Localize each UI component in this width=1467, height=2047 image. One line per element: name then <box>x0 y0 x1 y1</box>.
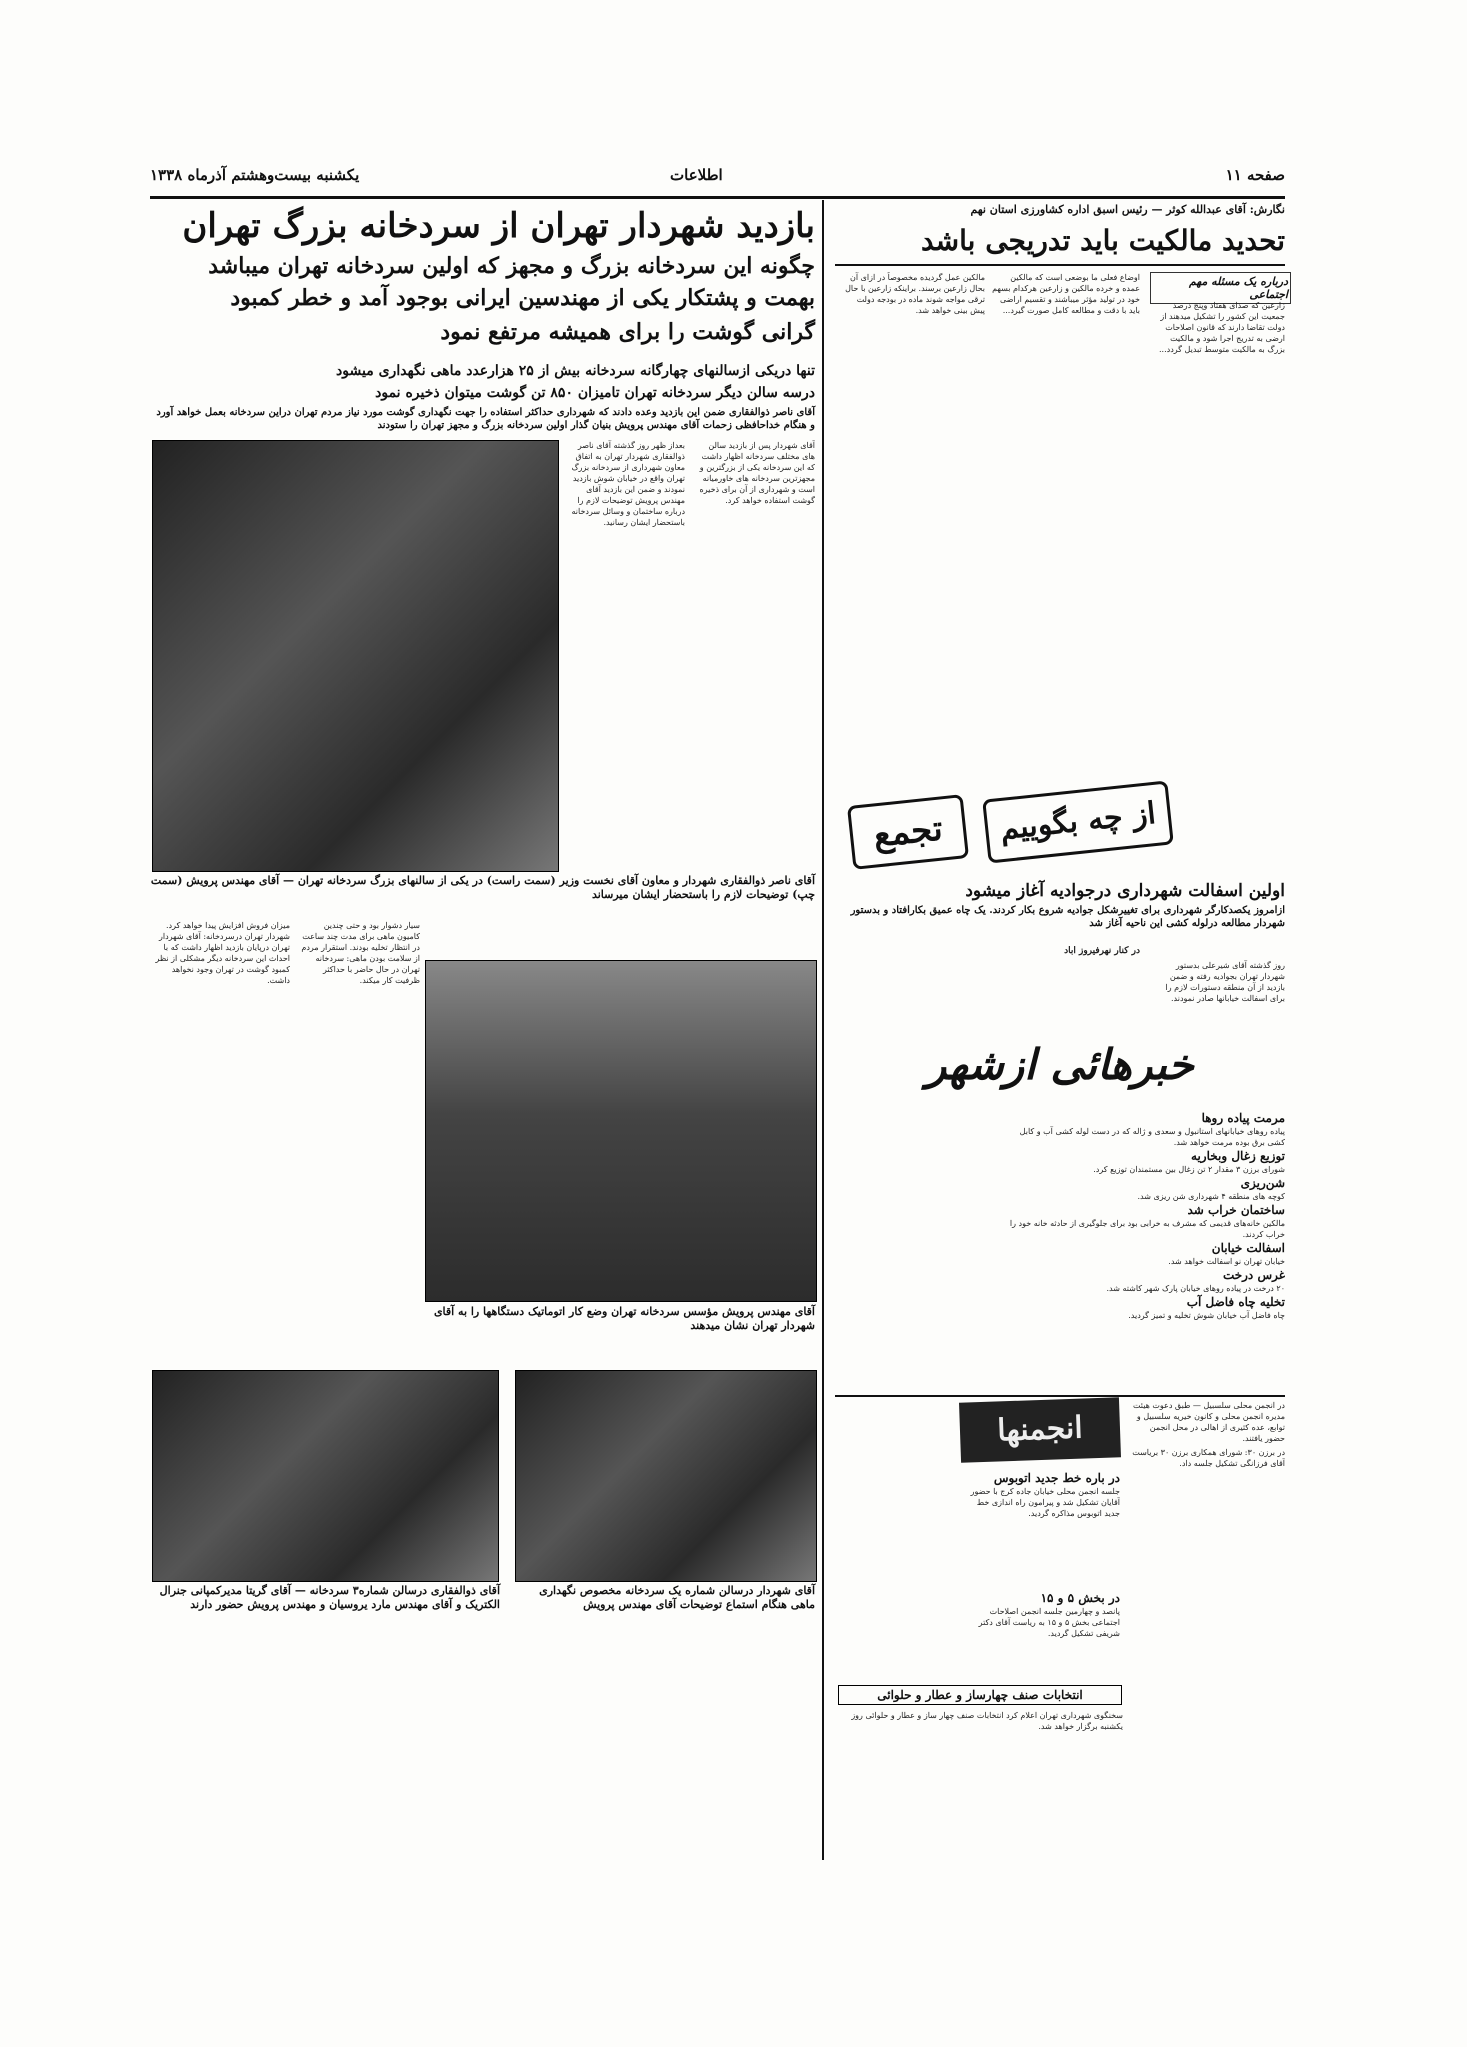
news-body: کوچه های منطقه ۴ شهرداری شن ریزی شد. <box>1137 1192 1285 1201</box>
bus-section <box>970 1470 1120 1519</box>
bus-body: جلسه انجمن محلی خیابان جاده کرج با حضور آقایان تشکیل شد و پیرامون راه اندازی خط جدید اتوبوس مذاکره گردید. <box>970 1487 1120 1518</box>
main-headline-4: گرانی گوشت را برای همیشه مرتفع نمود <box>440 319 815 345</box>
main-body-col-a <box>565 440 685 870</box>
middle-body-col-b <box>150 920 290 1350</box>
main-body-text: بعداز ظهر روز گذشته آقای ناصر ذوالفقاری شهردار تهران به اتفاق معاون شهرداری از سردخانه بزرگ تهران واقع در خیابان شوش بازدید نمودند و ضمن این بازدید آقای مهندس پرویش توضیحات لازم را درباره ساختمان و وسائل سردخانه باستحضار ایشان رسانید. <box>571 441 685 527</box>
district-section <box>970 1590 1120 1639</box>
main-lede: آقای ناصر ذوالفقاری ضمن این بازدید وعده دادند که شهرداری حداکثر استفاده را جهت نگهداری گوشت مورد نیاز مردم تهران دراین سردخانه بعمل خواهد آورد و هنگام خداحافظی زحمات آقای مهندس پرویش بنیان گذار اولین سردخانه بزرگ و مجهز تهران را ستودند <box>156 407 815 431</box>
stamp-logo-right: تجمع <box>847 794 969 870</box>
main-headline-3: بهمت و پشتکار یکی از مهندسین ایرانی بوجود آمد و خطر کمبود <box>230 285 815 311</box>
article-title: تحدید مالکیت باید تدریجی باشد <box>920 224 1285 257</box>
article-body-text: اوضاع فعلی ما بوضعی است که مالکین عمده و خرده مالکین و زارعین هرکدام بسهم خود در تولید مؤثر میباشند و تقسیم اراضی باید با دقت و مطالعه کامل صورت گیرد... <box>992 273 1140 315</box>
page-number: صفحه ۱۱ <box>1225 166 1285 184</box>
photo1-caption: آقای ناصر ذوالفقاری شهردار و معاون آقای نخست وزیر (سمت راست) در یکی از سالنهای بزرگ سردخانه تهران — آقای مهندس پرویش (سمت چپ) توضیحات لازم را باستحضار ایشان میرساند <box>150 874 815 901</box>
main-body-text: آقای شهردار پس از بازدید سالن های مختلف سردخانه اظهار داشت که این سردخانه یکی از بزرگترین و مجهزترین سردخانه های خاورمیانه است و شهرداری از آن برای ذخیره گوشت استفاده خواهد کرد. <box>699 441 815 505</box>
photo-mayor-visit-hall <box>152 440 559 872</box>
news-title: تخلیه چاه فاضل آب <box>1186 1295 1285 1309</box>
news-body: مالکین خانه‌های قدیمی که مشرف به خرابی بود برای جلوگیری از حادثه خانه خود را خراب کردند. <box>1009 1219 1285 1239</box>
article-body-text: زارعین که صدای هفتاد وپنج درصد جمعیت این کشور را تشکیل میدهند از دولت تقاضا دارند که قانون اصلاحات ارضی به تدریج اجرا شود و مالکیت بزرگ به مالکیت متوسط تبدیل گردد... <box>1159 301 1285 354</box>
middle-body-col-a <box>300 920 420 1350</box>
news-title: ساختمان خراب شد <box>1187 1203 1285 1217</box>
main-headline-2: چگونه این سردخانه بزرگ و مجهز که اولین سردخانه تهران میباشد <box>208 253 815 279</box>
stamp-logo-left: از چه بگوییم <box>982 780 1174 863</box>
news-body: ۲۰ درخت در پیاده روهای خیابان پارک شهر کاشته شد. <box>1106 1284 1285 1293</box>
middle-body-text: میزان فروش افزایش پیدا خواهد کرد. شهردار تهران درسردخانه: آقای شهردار تهران درپایان بازدید اظهار داشت که با احداث این سردخانه دیگر مشکلی از نظر کمبود گوشت در تهران وجود نخواهد داشت. <box>155 921 290 985</box>
article-body-col-2 <box>990 272 1140 772</box>
city-news-list <box>1000 1110 1285 1321</box>
asphalt-sub: ازامروز یکصدکارگر شهرداری برای تغییرشکل جوادیه شروع بکار کردند. یک چاه عمیق بکارافتاد و بدستور شهردار مطالعه درلوله کشی این ناحیه آغاز شد <box>850 905 1285 929</box>
bottom-caption-left: آقای ذوالفقاری درسالن شماره۳ سردخانه — آقای گریتا مدیرکمپانی جنرال الکتریک و آقای مهندس مارد یروسیان و مهندس پرویش حضور دارند <box>159 1584 500 1611</box>
photo-engineer-demonstration <box>425 960 817 1302</box>
title-rule <box>835 264 1285 266</box>
main-subhead-2: درسه سالن دیگر سردخانه تهران تامیزان ۸۵۰ تن گوشت میتوان ذخیره نمود <box>375 385 815 401</box>
main-subhead-1: تنها دریکی ازسالنهای چهارگانه سردخانه بیش از ۲۵ هزارعدد ماهی نگهداری میشود <box>336 363 815 379</box>
news-title: مرمت پیاده روها <box>1201 1111 1285 1125</box>
news-body: خیابان تهران نو اسفالت خواهد شد. <box>1168 1257 1285 1266</box>
article-byline: نگارش: آقای عبدالله کوثر — رئیس اسبق اداره کشاورزی استان نهم <box>970 203 1285 216</box>
city-news-logo: خبرهائی ازشهر <box>926 1040 1194 1089</box>
issue-date: یکشنبه بیست‌وهشتم آذرماه ۱۳۳۸ <box>150 166 360 184</box>
article-body-text: مالکین عمل گردیده مخصوصاً در ازای آن بحال زارعین برسند. براینکه زارعین با حال ترقی مواجه شوند ماده در بودجه دولت پیش بینی خواهد شد. <box>845 273 985 315</box>
news-title: اسفالت خیابان <box>1211 1241 1285 1255</box>
news-body: شورای برزن ۳ مقدار ۲ تن زغال بین مستمندان توزیع کرد. <box>1093 1165 1285 1174</box>
photo2-caption: آقای مهندس پرویش مؤسس سردخانه تهران وضع کار اتوماتیک دستگاهها را به آقای شهردار تهران نشان میدهند <box>433 1305 815 1332</box>
news-body: پیاده روهای خیابانهای استانبول و سعدی و ژاله که در دست لوله کشی آب و کابل کشی برق بوده مرمت خواهد شد. <box>1019 1127 1285 1147</box>
article-body-col-1 <box>1150 300 1285 855</box>
main-body-col-b <box>695 440 815 870</box>
district-title: در بخش ۵ و ۱۵ <box>1040 1591 1120 1605</box>
election-title: انتخابات صنف چهارساز و عطار و حلوائی <box>838 1685 1122 1705</box>
society-logo: انجمنها <box>959 1397 1121 1463</box>
masthead-rule <box>150 196 1285 199</box>
middle-body-text: سیار دشوار بود و حتی چندین کامیون ماهی برای مدت چند ساعت در انتظار تخلیه بودند. استقرار مردم از سلامت بودن ماهی: سردخانه تهران در حال حاضر با حداکثر ظرفیت کار میکند. <box>301 921 420 985</box>
society-text: در انجمن محلی سلسبیل — طبق دعوت هیئت مدیره انجمن محلی و کانون خیریه سلسبیل و توابع، عده کثیری از اهالی در محل انجمن حضور یافتند. <box>1132 1401 1285 1443</box>
masthead <box>150 166 1285 194</box>
society-body <box>1130 1400 1285 1730</box>
news-title: غرس درخت <box>1222 1268 1285 1282</box>
news-body: چاه فاضل آب خیابان شوش تخلیه و تمیز گردید. <box>1128 1311 1285 1320</box>
main-headline-1: بازدید شهردار تهران از سردخانه بزرگ تهران <box>182 206 815 246</box>
bus-title: در باره خط جدید اتوبوس <box>993 1471 1120 1485</box>
photo-hall-three <box>152 1370 499 1582</box>
society-text: در برزن ۳۰: شورای همکاری برزن ۳۰ بریاست آقای فرزانگی تشکیل جلسه داد. <box>1132 1448 1285 1468</box>
article-subtitle: درباره یک مسئله مهم اجتماعی <box>1150 272 1291 304</box>
bottom-caption-right: آقای شهردار درسالن شماره یک سردخانه مخصوص نگهداری ماهی هنگام استماع توضیحات آقای مهندس پرویش <box>539 1584 815 1611</box>
asphalt-body: روز گذشته آقای شیرعلی بدستور شهردار تهران بجوادیه رفته و ضمن بازدید از آن منطقه دستورات لازم را برای اسفالت خیابانها صادر نمودند. <box>1165 961 1285 1003</box>
district-body: پانصد و چهارمین جلسه انجمن اصلاحات اجتماعی بخش ۵ و ۱۵ به ریاست آقای دکتر شریفی تشکیل گردید. <box>978 1607 1120 1638</box>
news-title: شن‌ریزی <box>1240 1176 1285 1190</box>
newspaper-name: اطلاعات <box>670 166 723 184</box>
news-title: توزیع زغال وبخاریه <box>1191 1149 1285 1163</box>
election-body: سخنگوی شهرداری تهران اعلام کرد انتخابات صنف چهار ساز و عطار و حلوائی روز یکشنبه برگزار خواهد شد. <box>851 1711 1123 1731</box>
photo-fish-hall <box>515 1370 817 1582</box>
asphalt-title: اولین اسفالت شهرداری درجوادیه آغاز میشود <box>965 881 1285 901</box>
column-divider <box>822 200 824 1860</box>
article-body-col-3 <box>840 272 985 772</box>
asphalt-byline: در کنار نهرفیروز آباد <box>1064 946 1140 956</box>
section-rule <box>835 1395 1285 1397</box>
